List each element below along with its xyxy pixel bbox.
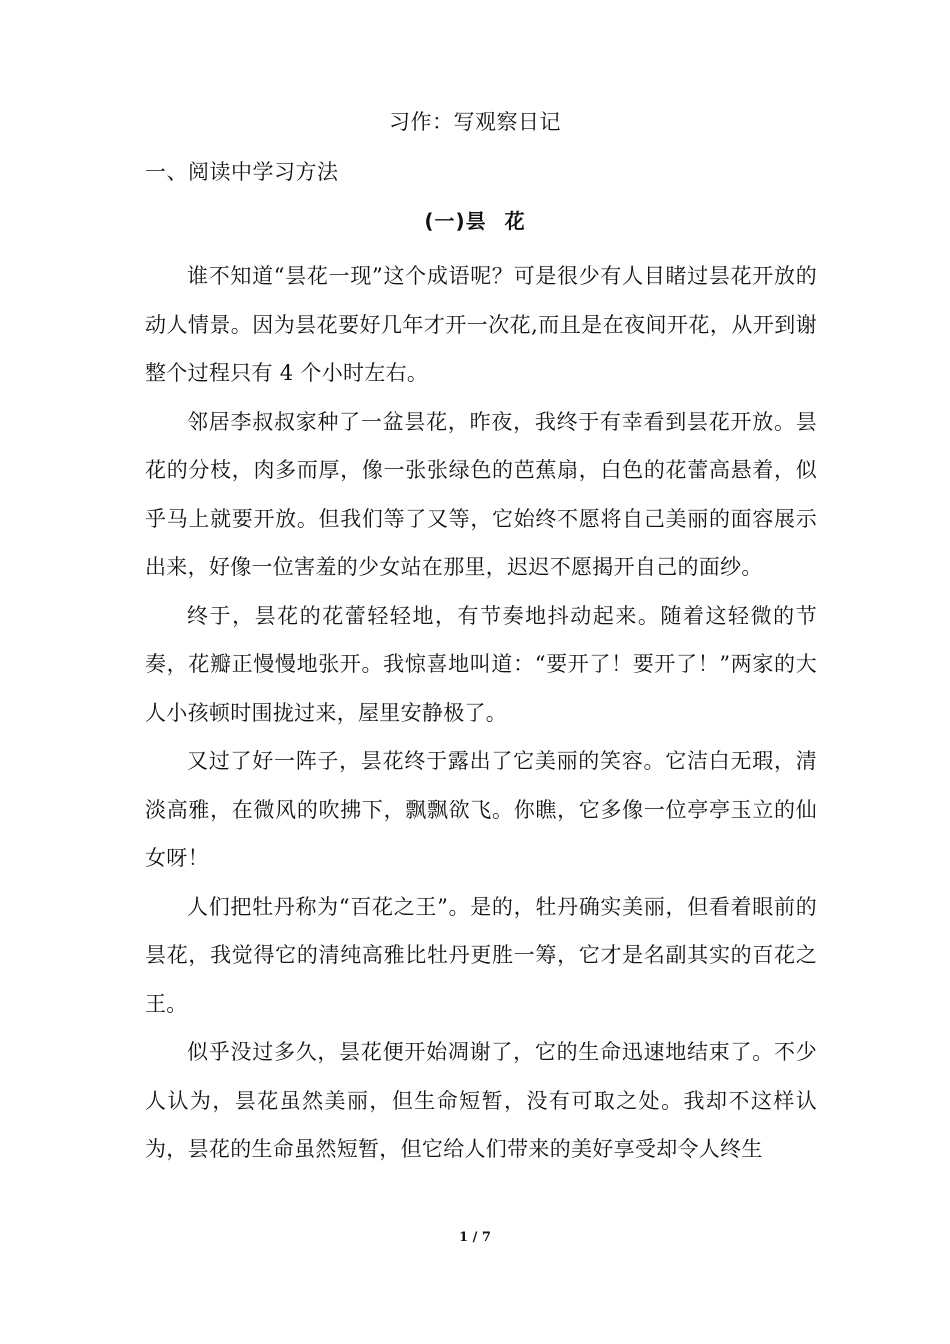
section-heading: 一、阅读中学习方法	[145, 160, 339, 184]
paragraph-3: 终于，昙花的花蕾轻轻地，有节奏地抖动起来。随着这轻微的节奏，花瓣正慢慢地张开。我惊喜地叫道：“要开了！要开了！”两家的大人小孩顿时围拢过来，屋里安静极了。	[145, 603, 817, 725]
article-body	[145, 252, 817, 1174]
document-title: 习作：写观察日记	[389, 110, 561, 134]
paragraph-6: 似乎没过多久，昙花便开始凋谢了，它的生命迅速地结束了。不少人认为，昙花虽然美丽，但生命短暂，没有可取之处。我却不这样认为，昙花的生命虽然短暂，但它给人们带来的美好享受却令人终生	[145, 1040, 817, 1161]
paragraph-4: 又过了好一阵子，昙花终于露出了它美丽的笑容。它洁白无瑕，清淡高雅，在微风的吹拂下，飘飘欲飞。你瞧，它多像一位亭亭玉立的仙女呀！	[145, 749, 817, 870]
article-title-char-2: 花	[504, 209, 526, 233]
paragraph-5: 人们把牡丹称为“百花之王”。是的，牡丹确实美丽，但看着眼前的昙花，我觉得它的清纯高雅比牡丹更胜一筹，它才是名副其实的百花之王。	[145, 894, 817, 1016]
article-title	[0, 204, 950, 238]
paragraph-2: 邻居李叔叔家种了一盆昙花，昨夜，我终于有幸看到昙花开放。昙花的分枝，肉多而厚，像一张张绿色的芭蕉扇，白色的花蕾高悬着，似乎马上就要开放。但我们等了又等，它始终不愿将自己美丽的面容展示出来，好像一位害羞的少女站在那里，迟迟不愿揭开自己的面纱。	[145, 409, 817, 579]
article-title-char-1: 昙	[465, 209, 487, 233]
page-number: 1 / 7	[459, 1230, 491, 1245]
article-title-prefix: (一)	[424, 209, 466, 233]
paragraph-1: 谁不知道“昙花一现”这个成语呢？可是很少有人目睹过昙花开放的动人情景。因为昙花要好几年才开一次花,而且是在夜间开花，从开到谢整个过程只有 4 个小时左右。	[145, 264, 817, 385]
